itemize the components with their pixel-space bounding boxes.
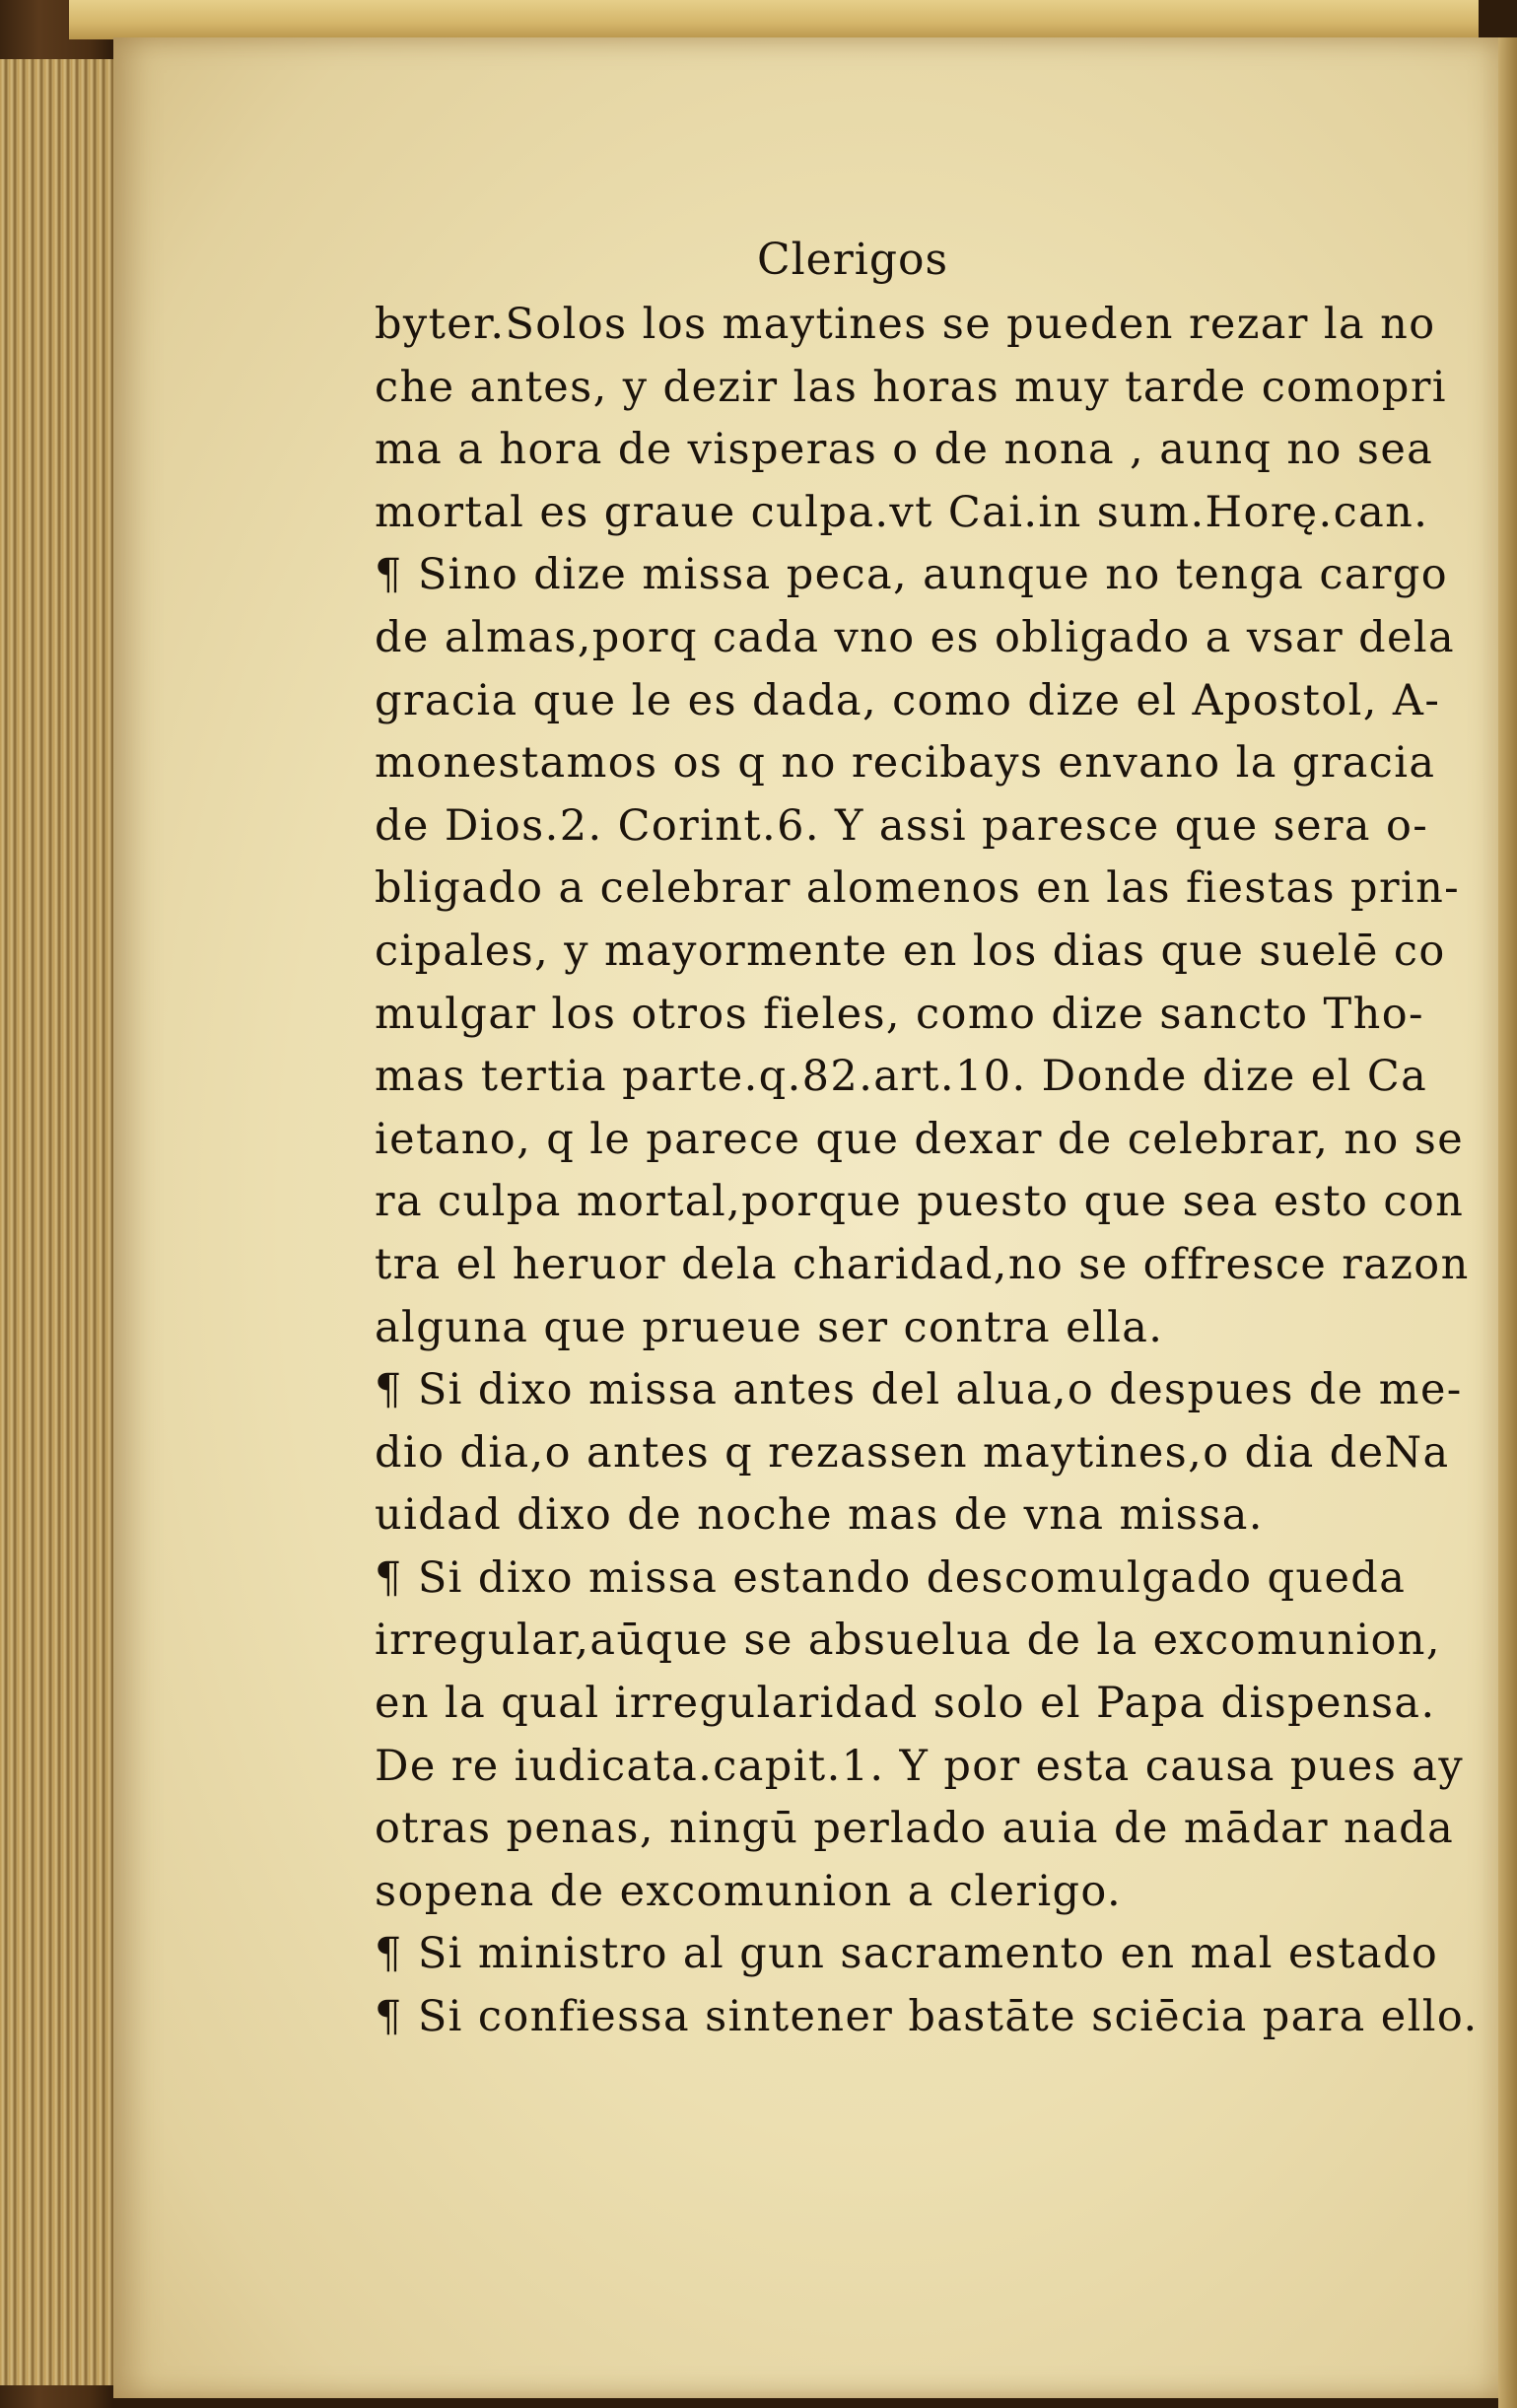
text-line: ¶ Si dixo missa estando descomulgado queda <box>375 1552 1407 1603</box>
text-line: alguna que prueue ser contra ella. <box>375 1302 1164 1352</box>
text-line: dio dia,o antes q rezassen maytines,o dia deNa <box>375 1427 1450 1478</box>
text-line: De re iudicata.capit.1. Y por esta causa pues ay <box>375 1741 1465 1791</box>
text-line: ¶ Si ministro al gun sacramento en mal estado <box>375 1929 1439 1979</box>
text-line: mas tertia parte.q.82.art.10. Donde dize el Ca <box>375 1052 1428 1102</box>
book-page-edges <box>0 59 118 2385</box>
text-line: otras penas, ningū perlado auia de mādar nada <box>375 1804 1455 1854</box>
text-line: sopena de excomunion a clerigo. <box>375 1866 1123 1916</box>
text-line: irregular,aūque se absuelua de la excomunion, <box>375 1616 1441 1666</box>
body-text <box>375 294 1517 2049</box>
page-paper <box>113 37 1498 2398</box>
text-line: ma a hora de visperas o de nona , aunq no sea <box>375 425 1434 475</box>
text-line: en la qual irregularidad solo el Papa dispensa. <box>375 1679 1436 1729</box>
text-line: mortal es graue culpa.vt Cai.in sum.Horę.can. <box>375 487 1429 537</box>
text-line: mulgar los otros fieles, como dize sancto Tho- <box>375 989 1424 1039</box>
text-line: cipales, y mayormente en los dias que suelē co <box>375 926 1446 976</box>
text-line: uidad dixo de noche mas de vna missa. <box>375 1490 1264 1541</box>
text-line: ra culpa mortal,porque puesto que sea esto con <box>375 1177 1465 1227</box>
text-line: tra el heruor dela charidad,no se offresce razon <box>375 1239 1470 1289</box>
text-line: ¶ Si confiessa sintener bastāte sciēcia para ello. <box>375 1992 1479 2042</box>
text-line: monestamos os q no recibays envano la gracia <box>375 738 1436 789</box>
page-right-edge <box>1498 37 1517 2408</box>
text-line: ¶ Si dixo missa antes del alua,o despues de me- <box>375 1365 1463 1415</box>
text-line: byter.Solos los maytines se pueden rezar la no <box>375 300 1436 349</box>
running-head: Clerigos <box>756 235 949 285</box>
text-line: de Dios.2. Corint.6. Y assi paresce que sera o- <box>375 800 1429 851</box>
text-line: ietano, q le parece que dexar de celebrar, no se <box>375 1114 1465 1164</box>
text-line: bligado a celebrar alomenos en las fiestas prin- <box>375 863 1461 914</box>
text-line: de almas,porq cada vno es obligado a vsar dela <box>375 612 1456 662</box>
text-line: ¶ Sino dize missa peca, aunque no tenga cargo <box>375 550 1449 600</box>
text-line: che antes, y dezir las horas muy tarde comopri <box>375 362 1447 412</box>
text-line: gracia que le es dada, como dize el Apostol, A- <box>375 675 1441 725</box>
page-top-edge <box>69 0 1479 39</box>
